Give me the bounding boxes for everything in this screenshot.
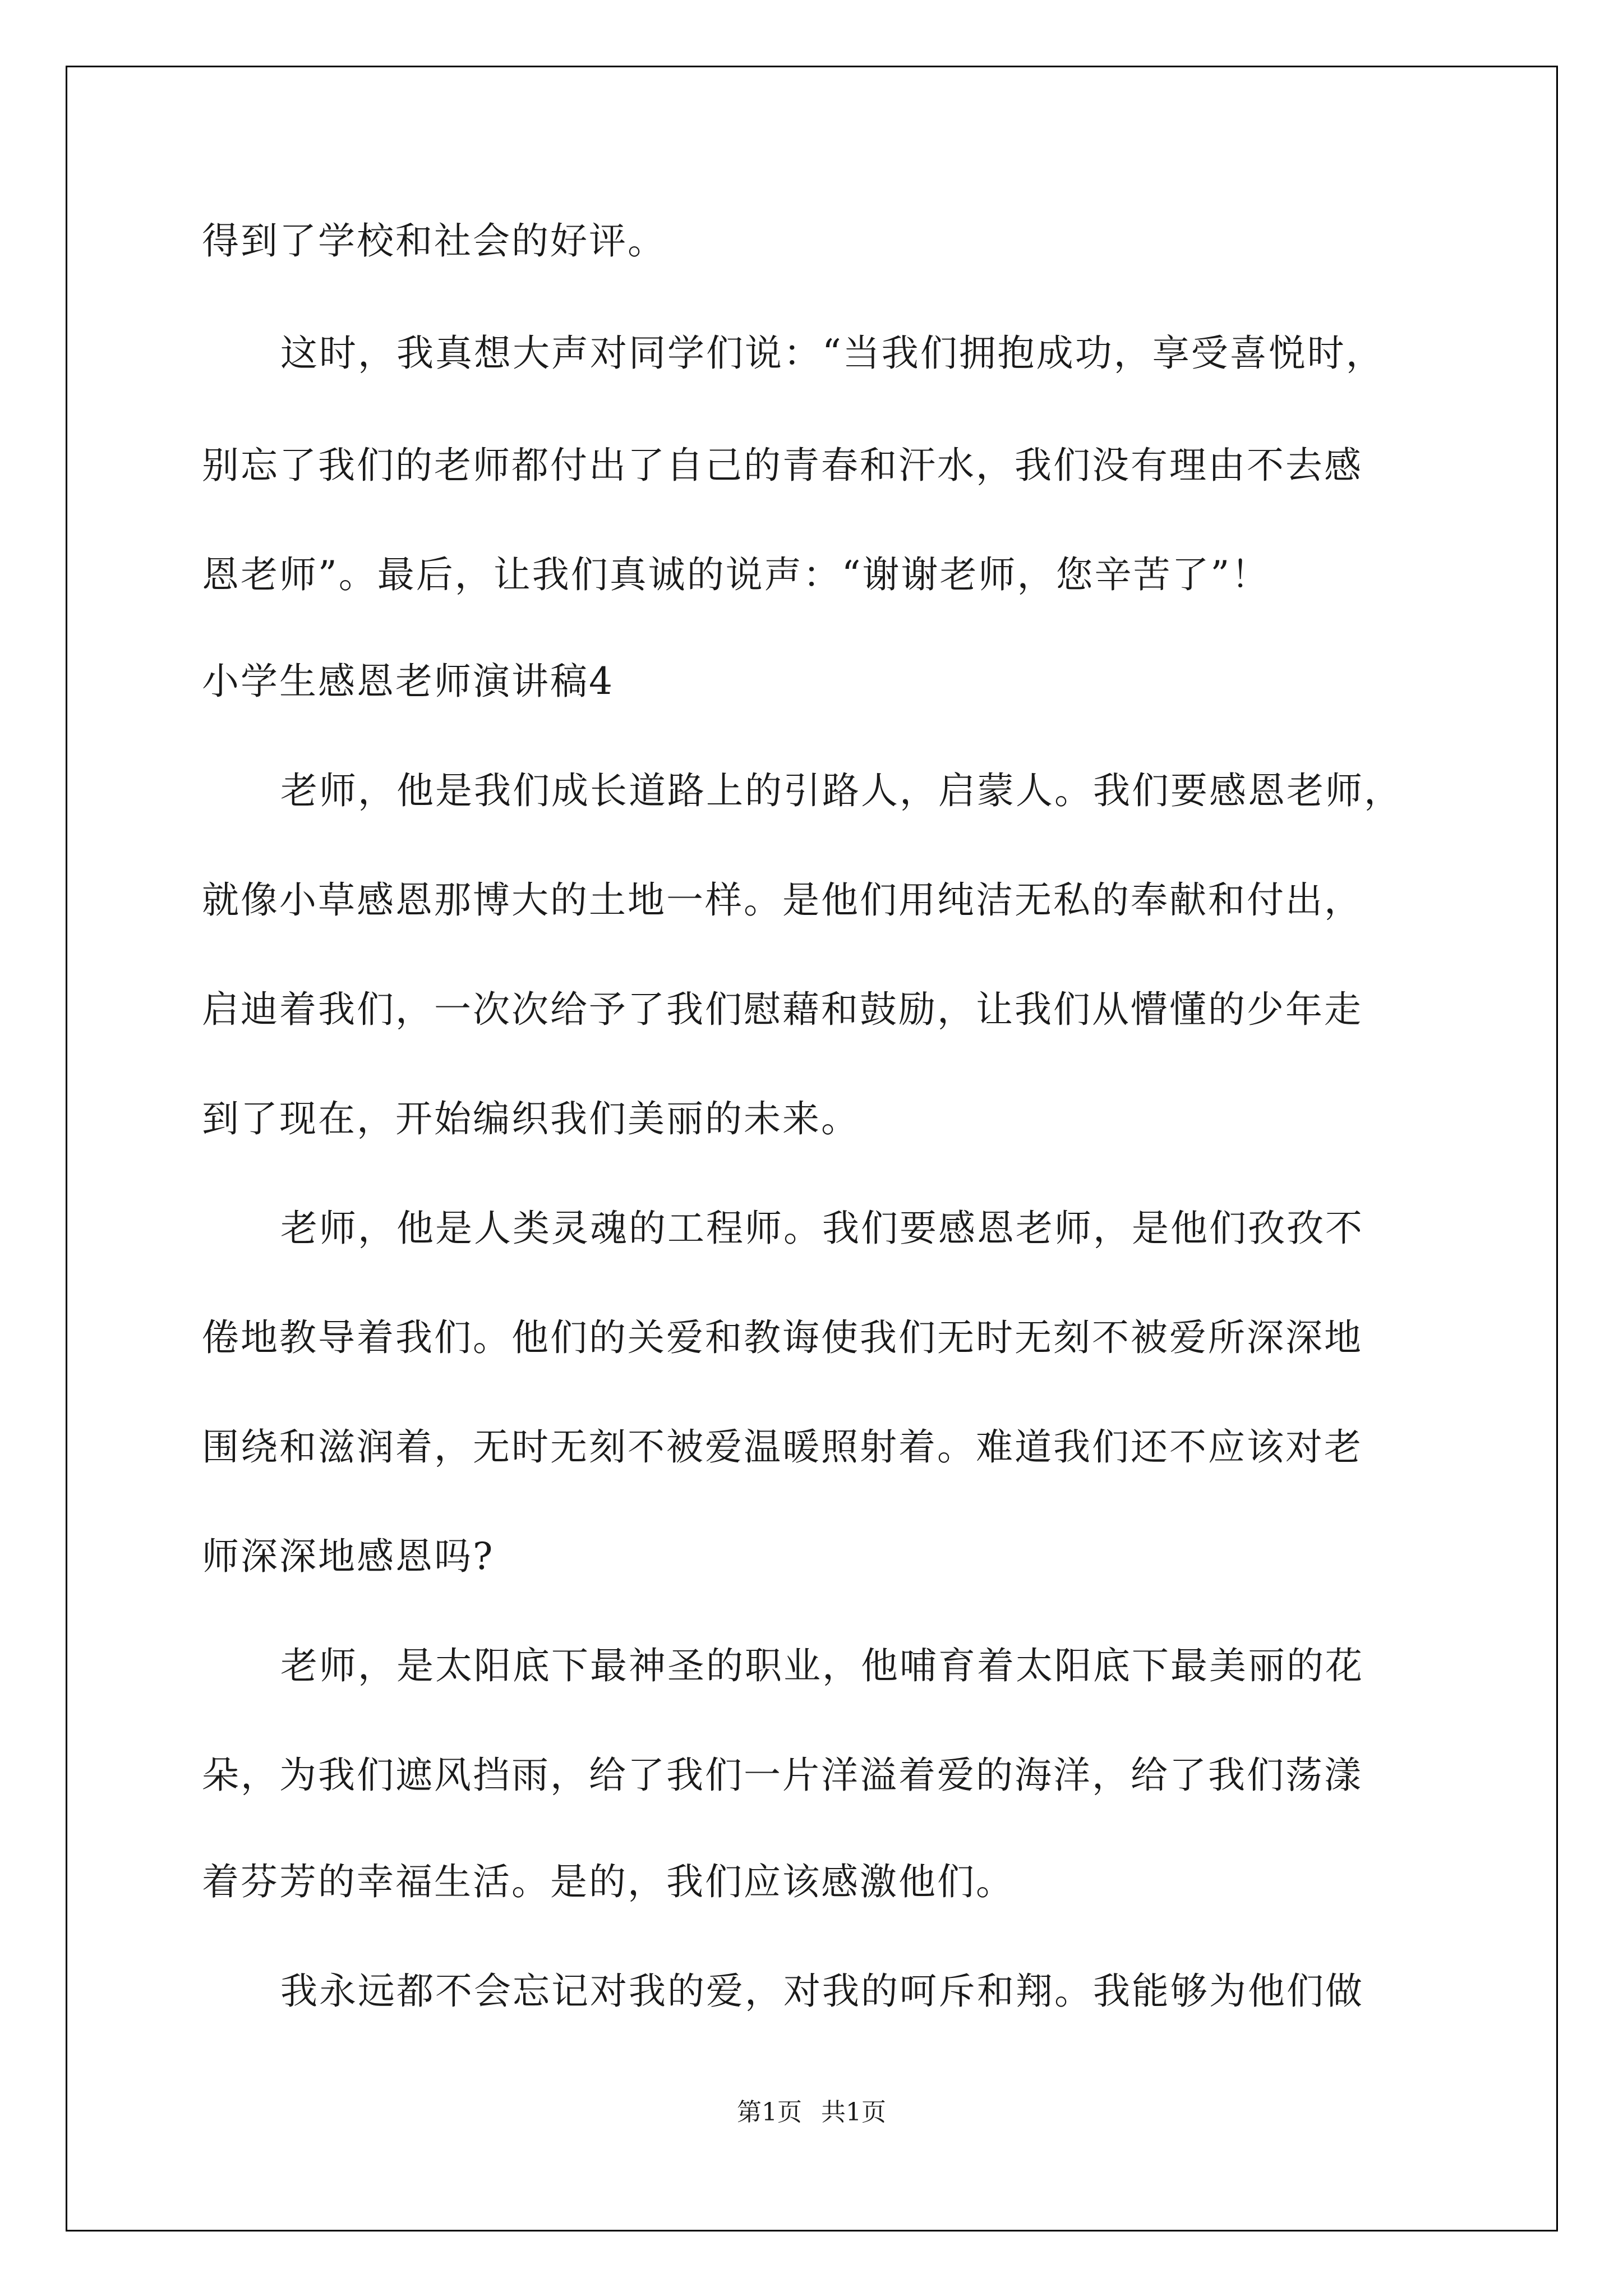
paragraph-line: 别忘了我们的老师都付出了自己的青春和汗水，我们没有理由不去感 bbox=[202, 444, 1363, 487]
paragraph-line: 老师，他是人类灵魂的工程师。我们要感恩老师，是他们孜孜不 bbox=[280, 1207, 1364, 1250]
paragraph-line: 着芬芳的幸福生活。是的，我们应该感激他们。 bbox=[202, 1860, 1015, 1903]
paragraph-line: 这时，我真想大声对同学们说：“当我们拥抱成功，享受喜悦时， bbox=[280, 332, 1385, 375]
paragraph-line: 倦地教导着我们。他们的关爱和教诲使我们无时无刻不被爱所深深地 bbox=[202, 1316, 1363, 1359]
paragraph-line: 围绕和滋润着，无时无刻不被爱温暖照射着。难道我们还不应该对老 bbox=[202, 1425, 1363, 1469]
page-number: 第1页 bbox=[737, 2098, 802, 2127]
paragraph-line: 恩老师”。最后，让我们真诚的说声：“谢谢老师，您辛苦了”！ bbox=[202, 553, 1270, 596]
page-total: 共1页 bbox=[821, 2098, 886, 2127]
paragraph-line: 就像小草感恩那博大的土地一样。是他们用纯洁无私的奉献和付出， bbox=[202, 878, 1363, 922]
paragraph-line: 老师，他是我们成长道路上的引路人，启蒙人。我们要感恩老师， bbox=[280, 769, 1403, 812]
paragraph-line: 朵，为我们遮风挡雨，给了我们一片洋溢着爱的海洋，给了我们荡漾 bbox=[202, 1754, 1363, 1797]
page-footer bbox=[0, 2097, 1623, 2128]
page-border bbox=[66, 66, 1558, 2231]
paragraph-line: 老师，是太阳底下最神圣的职业，他哺育着太阳底下最美丽的花 bbox=[280, 1644, 1364, 1687]
paragraph-line: 启迪着我们，一次次给予了我们慰藉和鼓励，让我们从懵懂的少年走 bbox=[202, 988, 1363, 1031]
section-heading: 小学生感恩老师演讲稿4 bbox=[202, 660, 614, 703]
paragraph-line: 得到了学校和社会的好评。 bbox=[202, 219, 666, 263]
paragraph-line: 我永远都不会忘记对我的爱，对我的呵斥和翔。我能够为他们做 bbox=[280, 1970, 1364, 2013]
paragraph-line: 到了现在，开始编织我们美丽的未来。 bbox=[202, 1097, 860, 1140]
paragraph-line: 师深深地感恩吗? bbox=[202, 1535, 495, 1578]
